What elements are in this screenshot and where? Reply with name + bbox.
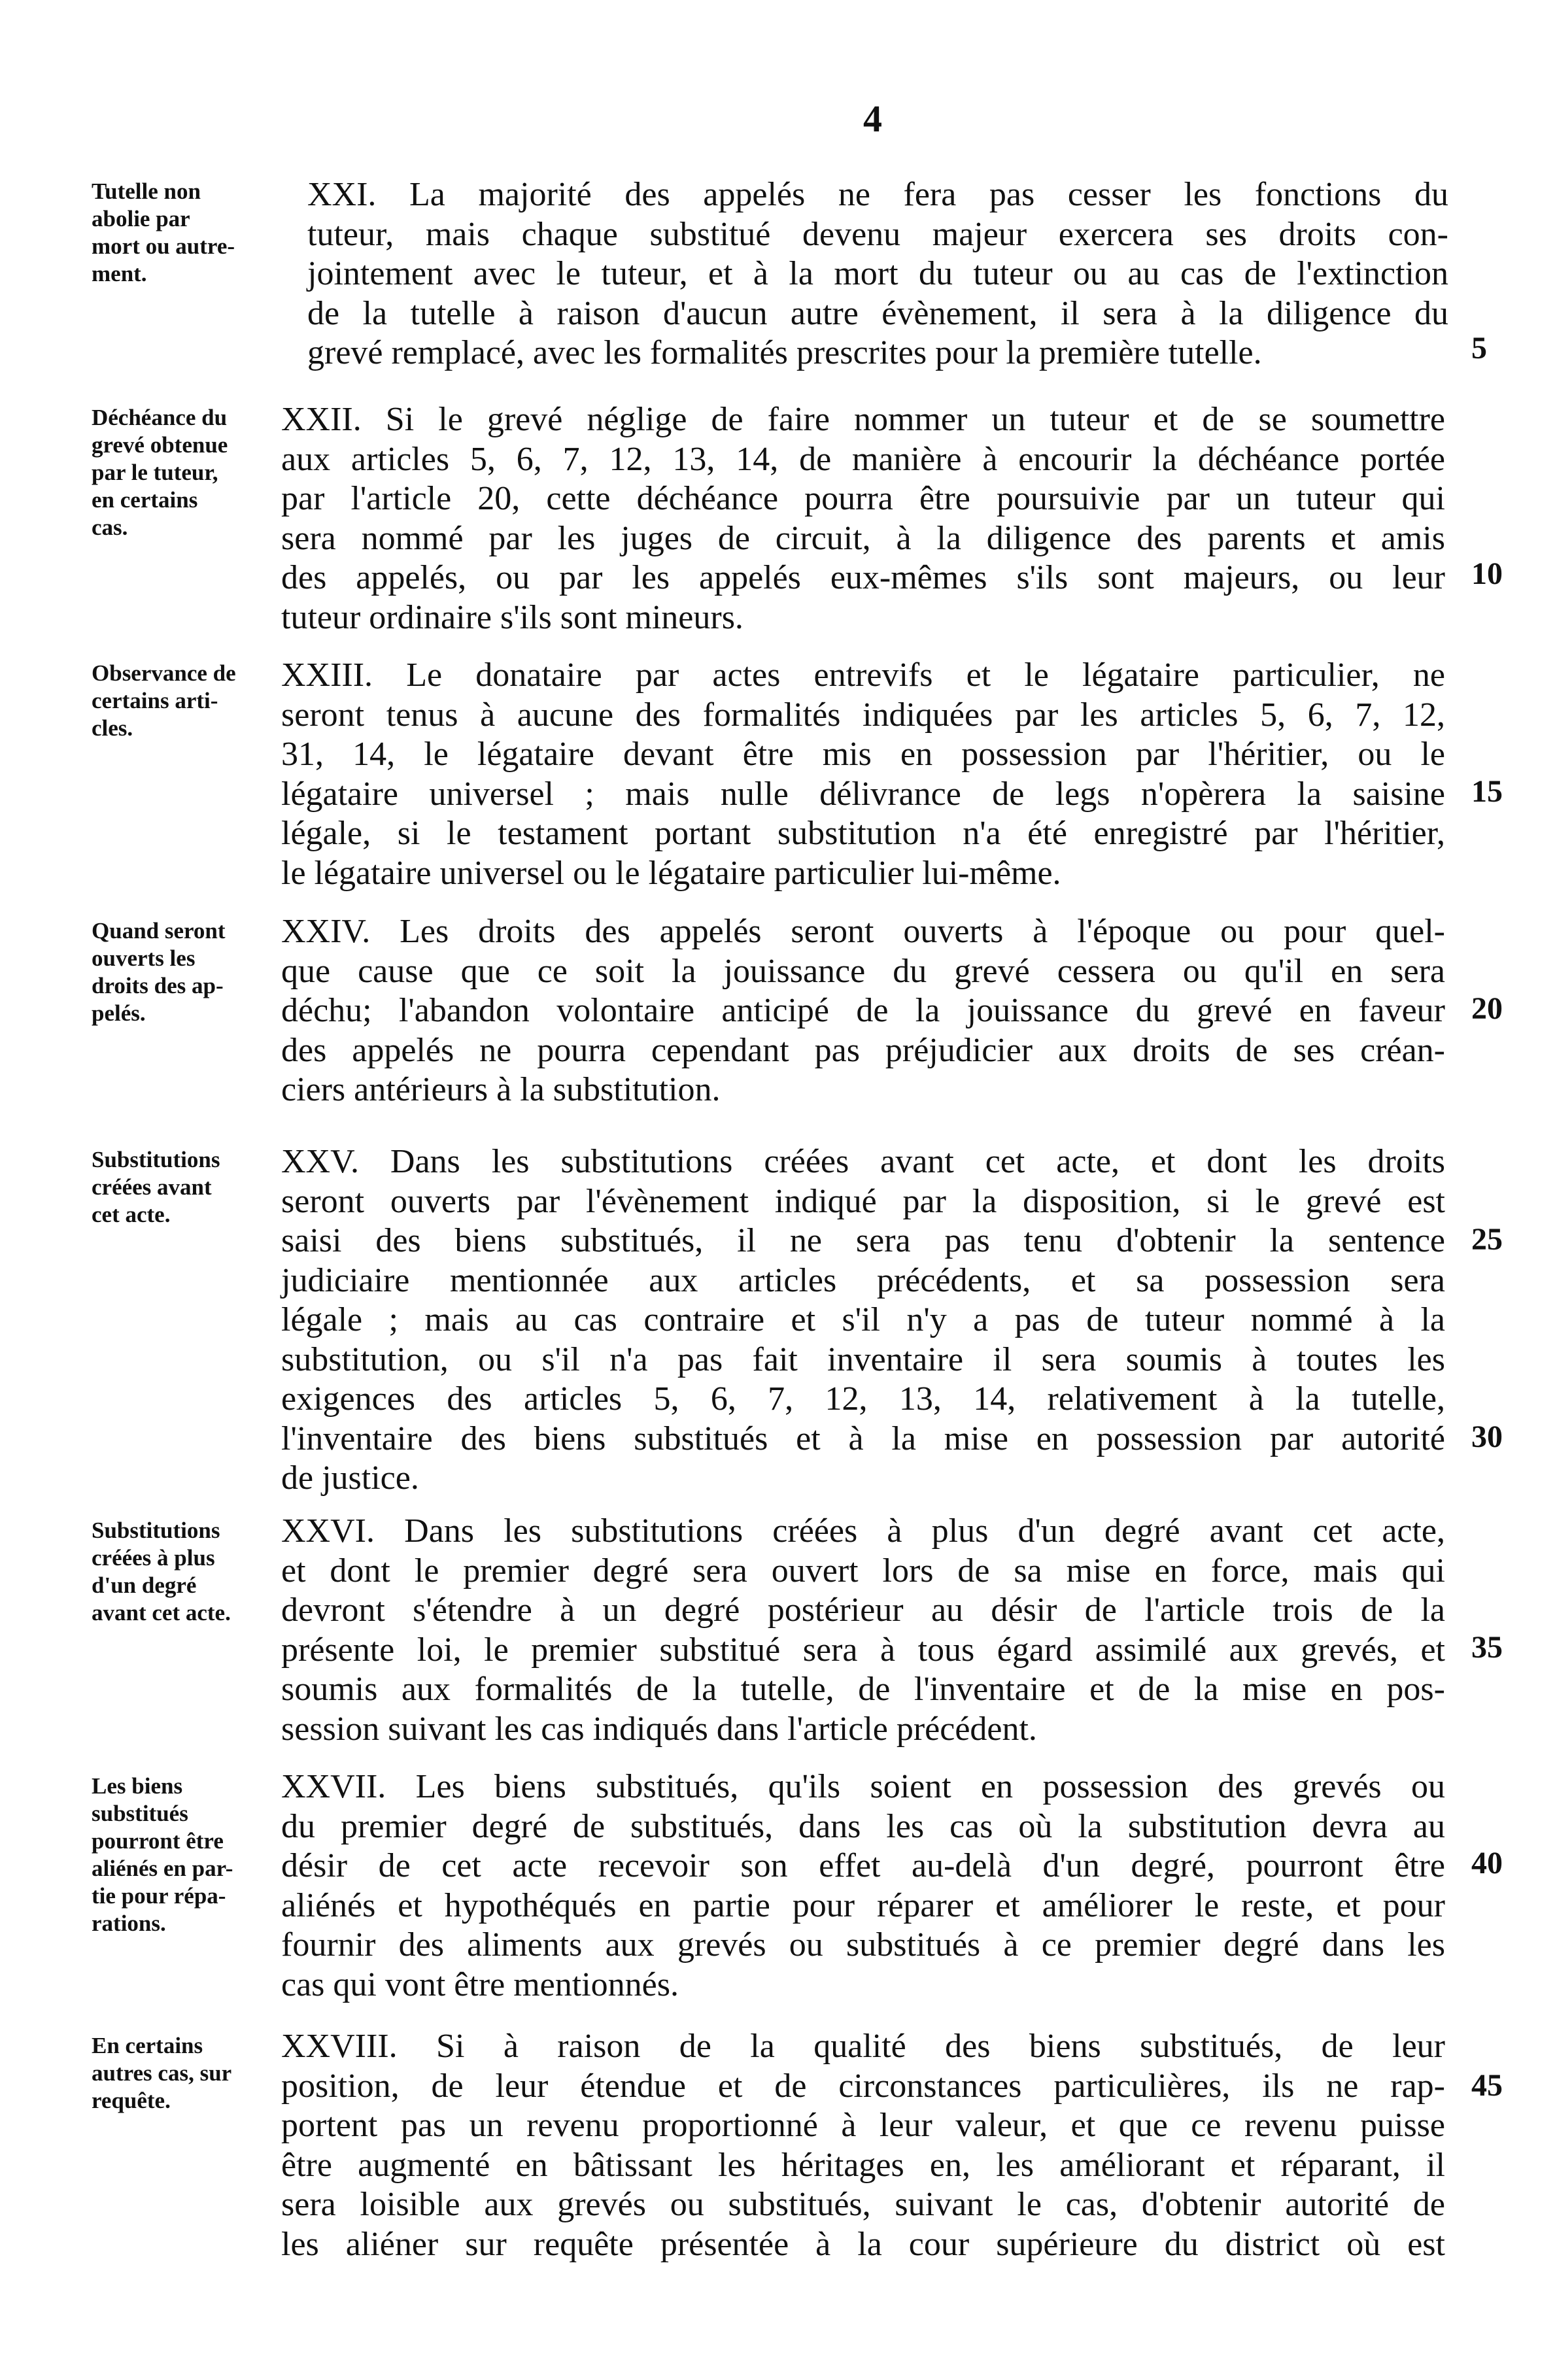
text-line: fournir des aliments aux grevés ou substitués à ce premier degré dans les xyxy=(281,1926,1445,1964)
margin-note-line: pourront être xyxy=(92,1828,224,1854)
line-number: 10 xyxy=(1471,556,1503,591)
text-line: seront ouverts par l'évènement indiqué par la disposition, si le grevé est xyxy=(281,1182,1445,1220)
line-number: 30 xyxy=(1471,1420,1503,1454)
margin-note-line: mort ou autre- xyxy=(92,233,235,259)
text-line: exigences des articles 5, 6, 7, 12, 13, 14, relativement à la tutelle, xyxy=(281,1380,1445,1418)
text-line: le légataire universel ou le légataire particulier lui-même. xyxy=(281,854,1061,892)
margin-note-line: par le tuteur, xyxy=(92,460,218,485)
text-line: XXIV. Les droits des appelés seront ouverts à l'époque ou pour quel- xyxy=(281,913,1445,950)
margin-note-line: substitués xyxy=(92,1801,188,1826)
margin-note-line: avant cet acte. xyxy=(92,1600,231,1625)
margin-note-line: droits des ap- xyxy=(92,973,224,998)
text-line: jointement avec le tuteur, et à la mort du tuteur ou au cas de l'extinction xyxy=(307,255,1448,292)
margin-note xyxy=(92,1773,278,1937)
margin-note-line: d'un degré xyxy=(92,1572,197,1598)
text-line: légale ; mais au cas contraire et s'il n'y a pas de tuteur nommé à la xyxy=(281,1301,1445,1338)
margin-note-line: cas. xyxy=(92,515,128,540)
article-text xyxy=(281,1142,1445,1499)
text-line: portent pas un revenu proportionné à leur valeur, et que ce revenu puisse xyxy=(281,2107,1445,2144)
text-line: XXI. La majorité des appelés ne fera pas cesser les fonctions du xyxy=(307,176,1448,213)
margin-note-line: Observance de xyxy=(92,660,236,686)
text-line: session suivant les cas indiqués dans l'article précédent. xyxy=(281,1710,1037,1748)
text-line: XXVI. Dans les substitutions créées à plus d'un degré avant cet acte, xyxy=(281,1512,1445,1550)
margin-note-line: certains arti- xyxy=(92,688,218,713)
text-line: déchu; l'abandon volontaire anticipé de la jouissance du grevé en faveur xyxy=(281,992,1445,1029)
text-line: 31, 14, le légataire devant être mis en possession par l'héritier, ou le xyxy=(281,736,1445,773)
margin-note xyxy=(92,917,278,1027)
line-number: 40 xyxy=(1471,1846,1503,1880)
text-line: tuteur, mais chaque substitué devenu majeur exercera ses droits con- xyxy=(307,215,1448,253)
text-line: seront tenus à aucune des formalités indiquées par les articles 5, 6, 7, 12, xyxy=(281,696,1445,734)
margin-note-line: En certains xyxy=(92,2033,203,2058)
margin-note xyxy=(92,178,278,288)
margin-note-line: ouverts les xyxy=(92,945,196,971)
margin-note-line: autres cas, sur xyxy=(92,2060,232,2086)
text-line: du premier degré de substitués, dans les cas où la substitution devra au xyxy=(281,1807,1445,1845)
line-number: 20 xyxy=(1471,991,1503,1026)
article-text xyxy=(281,656,1445,893)
margin-note-line: aliénés en par- xyxy=(92,1856,233,1881)
margin-note-line: Déchéance du xyxy=(92,405,228,430)
text-line: aliénés et hypothéqués en partie pour réparer et améliorer le reste, et pour xyxy=(281,1886,1445,1924)
line-number: 25 xyxy=(1471,1222,1503,1257)
margin-note-line: requête. xyxy=(92,2088,171,2113)
text-line: présente loi, le premier substitué sera à tous égard assimilé aux grevés, et xyxy=(281,1631,1445,1669)
text-line: XXV. Dans les substitutions créées avant cet acte, et dont les droits xyxy=(281,1143,1445,1180)
article-text xyxy=(307,175,1448,373)
margin-note-line: Substitutions xyxy=(92,1518,220,1543)
text-line: judiciaire mentionnée aux articles précédents, et sa possession sera xyxy=(281,1261,1445,1299)
text-line: XXVIII. Si à raison de la qualité des biens substitués, de leur xyxy=(281,2028,1445,2065)
text-line: XXII. Si le grevé néglige de faire nommer un tuteur et de se soumettre xyxy=(281,401,1445,438)
margin-note-line: abolie par xyxy=(92,206,190,231)
margin-note-line: ment. xyxy=(92,261,147,286)
margin-note-line: Quand seront xyxy=(92,918,226,944)
text-line: légataire universel ; mais nulle délivrance de legs n'opèrera la saisine xyxy=(281,775,1445,813)
margin-note-line: en certains xyxy=(92,487,198,513)
text-line: tuteur ordinaire s'ils sont mineurs. xyxy=(281,598,743,636)
page-number: 4 xyxy=(863,97,882,140)
margin-note xyxy=(92,2032,278,2115)
article-text xyxy=(281,1512,1445,1749)
text-line: soumis aux formalités de la tutelle, de l'inventaire et de la mise en pos- xyxy=(281,1671,1445,1708)
text-line: que cause que ce soit la jouissance du grevé cessera ou qu'il en sera xyxy=(281,952,1445,990)
margin-note-line: cles. xyxy=(92,715,133,741)
margin-note xyxy=(92,660,278,742)
text-line: sera nommé par les juges de circuit, à la diligence des parents et amis xyxy=(281,519,1445,557)
margin-note-line: créées à plus xyxy=(92,1545,215,1571)
text-line: par l'article 20, cette déchéance pourra être poursuivie par un tuteur qui xyxy=(281,480,1445,517)
line-number: 15 xyxy=(1471,774,1503,809)
margin-note-line: cet acte. xyxy=(92,1202,171,1227)
text-line: de justice. xyxy=(281,1459,419,1497)
margin-note-line: tie pour répa- xyxy=(92,1883,226,1909)
text-line: sera loisible aux grevés ou substitués, suivant le cas, d'obtenir autorité de xyxy=(281,2186,1445,2223)
text-line: position, de leur étendue et de circonstances particulières, ils ne rap- xyxy=(281,2067,1445,2105)
line-number: 45 xyxy=(1471,2068,1503,2103)
text-line: saisi des biens substitués, il ne sera pas tenu d'obtenir la sentence xyxy=(281,1222,1445,1259)
text-line: XXVII. Les biens substitués, qu'ils soient en possession des grevés ou xyxy=(281,1768,1445,1805)
margin-note-line: Tutelle non xyxy=(92,178,201,204)
margin-note-line: rations. xyxy=(92,1911,166,1936)
text-line: désir de cet acte recevoir son effet au-delà d'un degré, pourront être xyxy=(281,1847,1445,1884)
margin-note-line: créées avant xyxy=(92,1174,212,1200)
article-text xyxy=(281,1767,1445,2005)
margin-note xyxy=(92,404,278,541)
text-line: être augmenté en bâtissant les héritages en, les améliorant et réparant, il xyxy=(281,2146,1445,2184)
text-line: et dont le premier degré sera ouvert lors de sa mise en force, mais qui xyxy=(281,1552,1445,1590)
margin-note-line: grevé obtenue xyxy=(92,432,228,458)
margin-note-line: Les biens xyxy=(92,1773,183,1799)
text-line: XXIII. Le donataire par actes entrevifs et le légataire particulier, ne xyxy=(281,656,1445,694)
text-line: les aliéner sur requête présentée à la cour supérieure du district où est xyxy=(281,2225,1445,2263)
text-line: ciers antérieurs à la substitution. xyxy=(281,1071,721,1108)
line-number: 5 xyxy=(1471,331,1487,366)
text-line: aux articles 5, 6, 7, 12, 13, 14, de manière à encourir la déchéance portée xyxy=(281,440,1445,478)
text-line: cas qui vont être mentionnés. xyxy=(281,1965,679,2003)
text-line: de la tutelle à raison d'aucun autre évènement, il sera à la diligence du xyxy=(307,294,1448,332)
text-line: l'inventaire des biens substitués et à la mise en possession par autorité xyxy=(281,1420,1445,1457)
article-text xyxy=(281,400,1445,638)
margin-note-line: pelés. xyxy=(92,1000,146,1026)
line-number: 35 xyxy=(1471,1630,1503,1665)
margin-note-line: Substitutions xyxy=(92,1147,220,1172)
text-line: des appelés, ou par les appelés eux-mêmes s'ils sont majeurs, ou leur xyxy=(281,559,1445,596)
text-line: devront s'étendre à un degré postérieur au désir de l'article trois de la xyxy=(281,1591,1445,1629)
article-text xyxy=(281,912,1445,1110)
text-line: des appelés ne pourra cependant pas préjudicier aux droits de ses créan- xyxy=(281,1031,1445,1069)
text-line: légale, si le testament portant substitution n'a été enregistré par l'héritier, xyxy=(281,815,1445,852)
margin-note xyxy=(92,1517,278,1627)
text-line: substitution, ou s'il n'a pas fait inventaire il sera soumis à toutes les xyxy=(281,1340,1445,1378)
text-line: grevé remplacé, avec les formalités prescrites pour la première tutelle. xyxy=(307,334,1262,371)
article-text xyxy=(281,2027,1445,2264)
margin-note xyxy=(92,1146,278,1229)
